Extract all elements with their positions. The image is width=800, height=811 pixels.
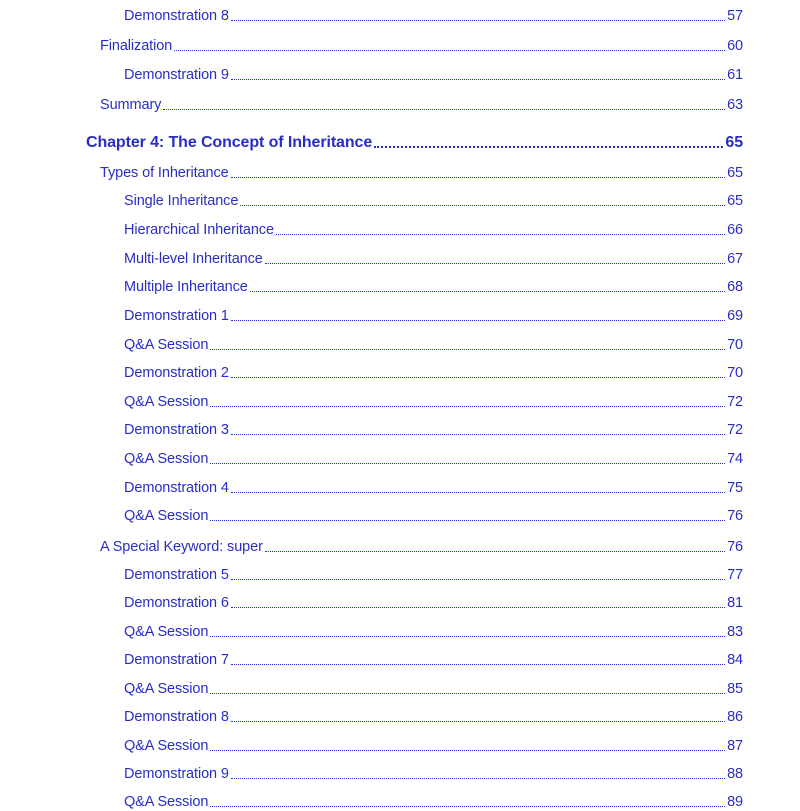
toc-entry-title: Demonstration 1 xyxy=(124,308,229,324)
toc-entry-title: Demonstration 8 xyxy=(124,8,229,24)
toc-entry-title: Demonstration 9 xyxy=(124,766,229,782)
toc-entry-demonstration-8[interactable] xyxy=(124,7,743,25)
toc-dot-leader xyxy=(250,291,725,292)
toc-entry-title: Q&A Session xyxy=(124,394,209,410)
toc-dot-leader xyxy=(231,664,725,665)
toc-dot-leader xyxy=(210,463,725,464)
toc-entry-demonstration-8[interactable] xyxy=(124,708,743,726)
toc-entry-title: Demonstration 4 xyxy=(124,480,229,496)
toc-page-number: 57 xyxy=(727,8,743,24)
toc-chapter-title: Chapter 4: The Concept of Inheritance xyxy=(86,134,373,151)
toc-entry-title: Demonstration 6 xyxy=(124,595,229,611)
toc-page-number: 72 xyxy=(727,422,743,438)
toc-page-number: 65 xyxy=(727,193,743,209)
toc-page-number: 60 xyxy=(727,38,743,54)
toc-page-number: 76 xyxy=(727,508,743,524)
toc-page-number: 74 xyxy=(727,451,743,467)
toc-entry-title: Finalization xyxy=(100,38,173,54)
toc-entry-demonstration-6[interactable] xyxy=(124,594,743,612)
toc-dot-leader xyxy=(276,234,725,235)
toc-entry-multiple-inheritance[interactable] xyxy=(124,278,743,296)
toc-entry-demonstration-4[interactable] xyxy=(124,479,743,497)
toc-page-number: 70 xyxy=(727,365,743,381)
toc-entry-finalization[interactable] xyxy=(100,37,743,55)
toc-entry-title: Demonstration 7 xyxy=(124,652,229,668)
toc-dot-leader xyxy=(210,636,725,637)
toc-page-number: 81 xyxy=(727,595,743,611)
toc-entry-multi-level-inheritance[interactable] xyxy=(124,250,743,268)
toc-dot-leader xyxy=(231,79,725,80)
toc-dot-leader xyxy=(231,778,725,779)
toc-page-number: 66 xyxy=(727,222,743,238)
toc-dot-leader xyxy=(231,721,725,722)
toc-page-number: 76 xyxy=(727,539,743,555)
toc-page-number: 83 xyxy=(727,624,743,640)
toc-page-number: 70 xyxy=(727,337,743,353)
toc-dot-leader xyxy=(174,50,725,51)
toc-entry-title: Q&A Session xyxy=(124,681,209,697)
toc-entry-title: Q&A Session xyxy=(124,738,209,754)
toc-dot-leader xyxy=(231,177,725,178)
toc-dot-leader xyxy=(231,579,725,580)
toc-entry-demonstration-9[interactable] xyxy=(124,66,743,84)
toc-dot-leader xyxy=(231,492,725,493)
toc-entry-title: Single Inheritance xyxy=(124,193,239,209)
toc-entry-title: Demonstration 5 xyxy=(124,567,229,583)
toc-page-number: 85 xyxy=(727,681,743,697)
toc-page-number: 65 xyxy=(725,134,743,151)
toc-page-number: 63 xyxy=(727,97,743,113)
toc-page-number: 69 xyxy=(727,308,743,324)
toc-entry-qa-session[interactable] xyxy=(124,737,743,755)
toc-entry-qa-session[interactable] xyxy=(124,450,743,468)
toc-page-number: 87 xyxy=(727,738,743,754)
toc-dot-leader xyxy=(265,263,725,264)
toc-entry-single-inheritance[interactable] xyxy=(124,192,743,210)
toc-page-number: 65 xyxy=(727,165,743,181)
toc-entry-demonstration-3[interactable] xyxy=(124,421,743,439)
toc-entry-qa-session[interactable] xyxy=(124,680,743,698)
toc-entry-qa-session[interactable] xyxy=(124,336,743,354)
toc-entry-title: A Special Keyword: super xyxy=(100,539,263,555)
toc-entry-title: Demonstration 2 xyxy=(124,365,229,381)
toc-entry-special-keyword-super[interactable] xyxy=(100,538,743,556)
toc-dot-leader xyxy=(231,607,725,608)
toc-entry-title: Q&A Session xyxy=(124,624,209,640)
toc-page-number: 67 xyxy=(727,251,743,267)
toc-dot-leader xyxy=(210,693,725,694)
toc-entry-qa-session[interactable] xyxy=(124,623,743,641)
toc-entry-qa-session[interactable] xyxy=(124,507,743,525)
toc-dot-leader xyxy=(231,320,725,321)
toc-dot-leader xyxy=(374,146,723,148)
toc-entry-title: Q&A Session xyxy=(124,451,209,467)
toc-chapter-heading[interactable] xyxy=(86,134,743,152)
toc-entry-title: Hierarchical Inheritance xyxy=(124,222,274,238)
toc-entry-demonstration-5[interactable] xyxy=(124,566,743,584)
toc-entry-title: Summary xyxy=(100,97,162,113)
toc-dot-leader xyxy=(265,551,725,552)
toc-entry-title: Types of Inheritance xyxy=(100,165,229,181)
toc-page-number: 89 xyxy=(727,794,743,810)
toc-dot-leader xyxy=(240,205,725,206)
toc-entry-title: Q&A Session xyxy=(124,794,209,810)
toc-entry-title: Demonstration 9 xyxy=(124,67,229,83)
toc-entry-title: Multi-level Inheritance xyxy=(124,251,263,267)
toc-entry-summary[interactable] xyxy=(100,96,743,114)
toc-page-number: 75 xyxy=(727,480,743,496)
toc-entry-demonstration-2[interactable] xyxy=(124,364,743,382)
toc-dot-leader xyxy=(210,806,725,807)
toc-entry-demonstration-9[interactable] xyxy=(124,765,743,783)
toc-entry-title: Demonstration 3 xyxy=(124,422,229,438)
toc-page-number: 61 xyxy=(727,67,743,83)
toc-page-number: 72 xyxy=(727,394,743,410)
toc-dot-leader xyxy=(231,434,725,435)
toc-dot-leader xyxy=(210,349,725,350)
toc-entry-qa-session[interactable] xyxy=(124,393,743,411)
toc-entry-title: Q&A Session xyxy=(124,337,209,353)
toc-dot-leader xyxy=(231,20,725,21)
toc-dot-leader xyxy=(210,750,725,751)
toc-page-number: 77 xyxy=(727,567,743,583)
toc-entry-title: Demonstration 8 xyxy=(124,709,229,725)
toc-page-number: 88 xyxy=(727,766,743,782)
toc-dot-leader xyxy=(210,406,725,407)
toc-page-number: 68 xyxy=(727,279,743,295)
toc-entry-qa-session-partial[interactable] xyxy=(124,793,743,811)
toc-entry-title: Multiple Inheritance xyxy=(124,279,248,295)
toc-entry-demonstration-7[interactable] xyxy=(124,651,743,669)
toc-dot-leader xyxy=(163,109,725,110)
toc-entry-hierarchical-inheritance[interactable] xyxy=(124,221,743,239)
toc-page-number: 84 xyxy=(727,652,743,668)
toc-dot-leader xyxy=(231,377,725,378)
toc-page-number: 86 xyxy=(727,709,743,725)
toc-entry-types-of-inheritance[interactable] xyxy=(100,164,743,182)
toc-entry-demonstration-1[interactable] xyxy=(124,307,743,325)
toc-dot-leader xyxy=(210,520,725,521)
toc-entry-title: Q&A Session xyxy=(124,508,209,524)
